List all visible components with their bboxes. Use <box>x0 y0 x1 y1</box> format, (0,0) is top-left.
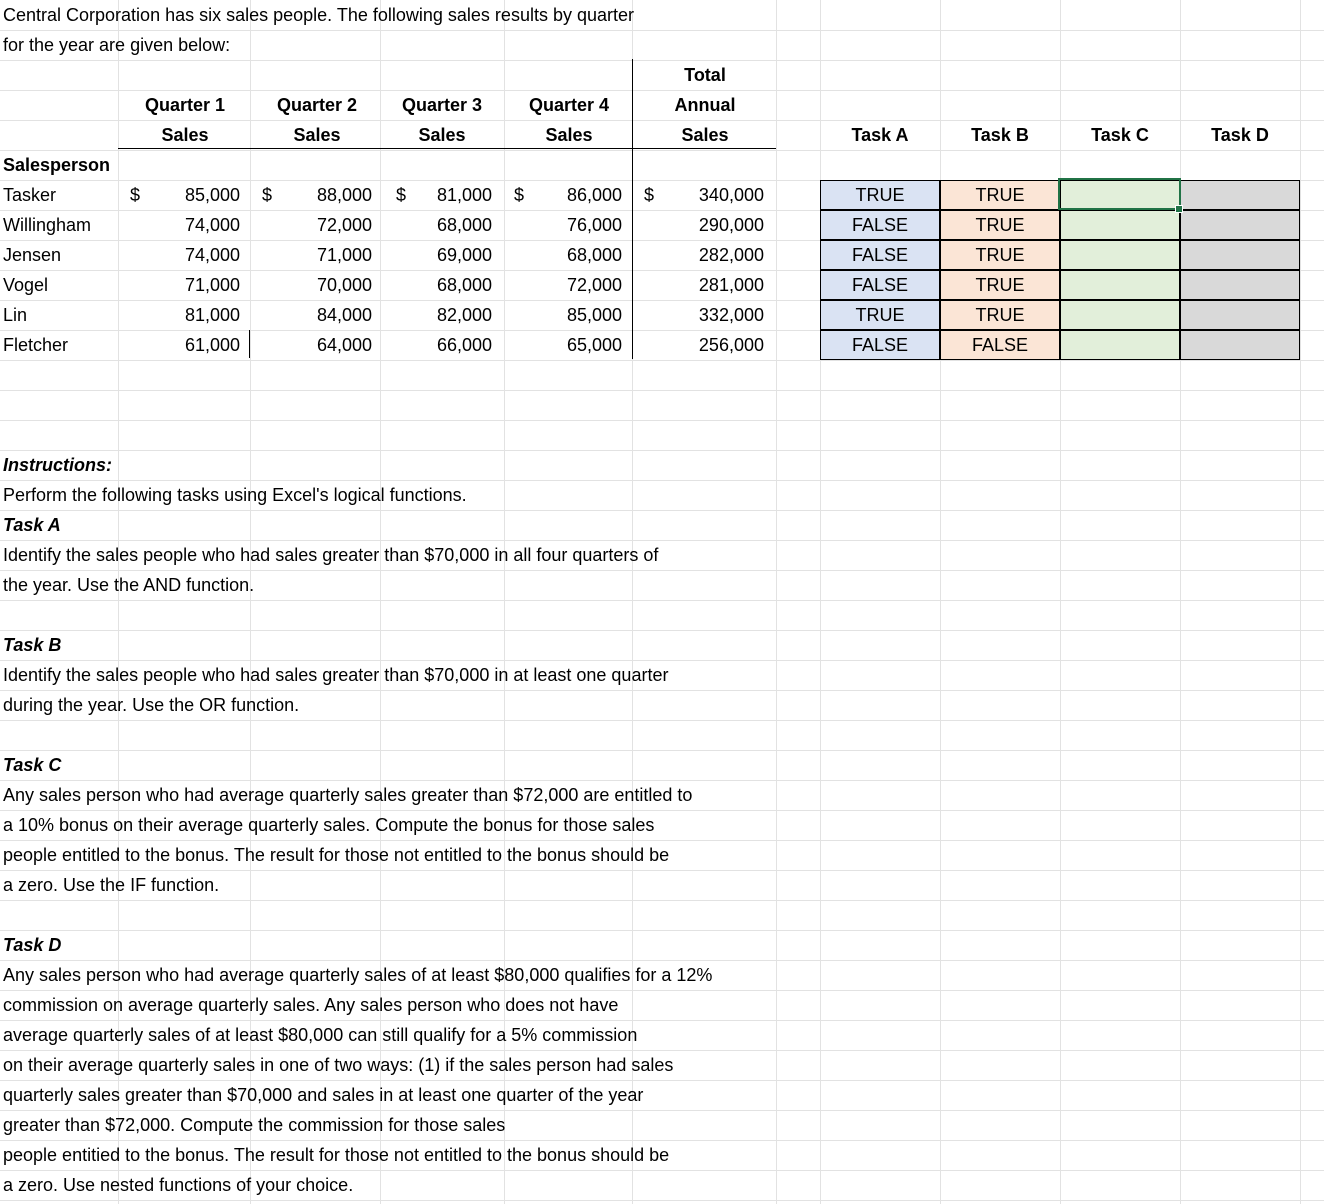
q3-sales-cell[interactable]: 81,000 <box>436 185 492 205</box>
fill-handle[interactable] <box>1175 205 1183 213</box>
q2-sales-cell[interactable]: 71,000 <box>316 245 372 265</box>
q3-sales-cell[interactable]: 66,000 <box>436 335 492 355</box>
task-c-column-cell[interactable] <box>1060 210 1180 240</box>
intro-line-2: for the year are given below: <box>3 35 231 55</box>
header-q4-line1: Quarter 4 <box>528 95 610 115</box>
task-d-line: greater than $72,000. Compute the commission for those sales <box>3 1115 506 1135</box>
total-sales-cell[interactable]: 340,000 <box>698 185 764 205</box>
task-d-column-cell[interactable] <box>1180 210 1300 240</box>
task-a-line: Identify the sales people who had sales greater than $70,000 in all four quarters of <box>3 545 659 565</box>
task-c-line: a 10% bonus on their average quarterly sales. Compute the bonus for those sales <box>3 815 655 835</box>
salesperson-name[interactable]: Jensen <box>3 245 62 265</box>
q2-sales-cell[interactable]: 72,000 <box>316 215 372 235</box>
task-c-line: people entitled to the bonus. The result for those not entitled to the bonus should be <box>3 845 670 865</box>
q1-sales-cell[interactable]: 81,000 <box>184 305 240 325</box>
q4-sales-cell[interactable]: 72,000 <box>566 275 622 295</box>
q4-sales-cell[interactable]: 86,000 <box>566 185 622 205</box>
task-b-title: Task B <box>3 635 62 655</box>
total-sales-cell[interactable]: 290,000 <box>698 215 764 235</box>
task-b-line: Identify the sales people who had sales greater than $70,000 in at least one quarter <box>3 665 669 685</box>
q4-sales-cell[interactable]: 76,000 <box>566 215 622 235</box>
task-a-title: Task A <box>3 515 61 535</box>
task-a-result[interactable]: TRUE <box>855 305 905 325</box>
q3-sales-cell[interactable]: 69,000 <box>436 245 492 265</box>
task-a-result[interactable]: FALSE <box>851 245 909 265</box>
currency-symbol[interactable]: $ <box>130 185 141 205</box>
task-d-column-cell[interactable] <box>1180 180 1300 210</box>
currency-symbol[interactable]: $ <box>644 185 655 205</box>
q2-sales-cell[interactable]: 64,000 <box>316 335 372 355</box>
task-d-line: on their average quarterly sales in one of two ways: (1) if the sales person had sales <box>3 1055 674 1075</box>
task-b-result[interactable]: TRUE <box>975 305 1025 325</box>
header-q2-line1: Quarter 2 <box>276 95 358 115</box>
q3-sales-cell[interactable]: 68,000 <box>436 275 492 295</box>
task-d-column-cell[interactable] <box>1180 270 1300 300</box>
task-d-column-cell[interactable] <box>1180 240 1300 270</box>
header-task-a: Task A <box>851 125 909 145</box>
task-b-result[interactable]: FALSE <box>971 335 1029 355</box>
q3-sales-cell[interactable]: 82,000 <box>436 305 492 325</box>
task-b-result[interactable]: TRUE <box>975 245 1025 265</box>
task-c-column-cell[interactable] <box>1060 270 1180 300</box>
header-salesperson: Salesperson <box>3 155 111 175</box>
total-sales-cell[interactable]: 332,000 <box>698 305 764 325</box>
task-c-column-cell[interactable] <box>1060 330 1180 360</box>
q4-sales-cell[interactable]: 65,000 <box>566 335 622 355</box>
q3-sales-cell[interactable]: 68,000 <box>436 215 492 235</box>
header-q3-line1: Quarter 3 <box>401 95 483 115</box>
task-a-result[interactable]: FALSE <box>851 275 909 295</box>
task-d-title: Task D <box>3 935 62 955</box>
currency-symbol[interactable]: $ <box>262 185 273 205</box>
task-a-result[interactable]: FALSE <box>851 335 909 355</box>
total-column-left-border <box>632 59 633 359</box>
salesperson-name[interactable]: Tasker <box>3 185 57 205</box>
q1-sales-cell[interactable]: 74,000 <box>184 245 240 265</box>
task-a-line: the year. Use the AND function. <box>3 575 255 595</box>
header-total-line3: Sales <box>681 125 729 145</box>
task-d-column-cell[interactable] <box>1180 300 1300 330</box>
q1-sales-cell[interactable]: 74,000 <box>184 215 240 235</box>
total-sales-cell[interactable]: 256,000 <box>698 335 764 355</box>
q1-fletcher-right-border <box>249 330 250 358</box>
salesperson-name[interactable]: Lin <box>3 305 28 325</box>
task-a-result[interactable]: TRUE <box>855 185 905 205</box>
header-total-line2: Annual <box>674 95 736 115</box>
q4-sales-cell[interactable]: 68,000 <box>566 245 622 265</box>
header-task-d: Task D <box>1211 125 1269 145</box>
currency-symbol[interactable]: $ <box>514 185 525 205</box>
total-sales-cell[interactable]: 281,000 <box>698 275 764 295</box>
q2-sales-cell[interactable]: 70,000 <box>316 275 372 295</box>
task-c-line: Any sales person who had average quarterly sales greater than $72,000 are entitled to <box>3 785 693 805</box>
currency-symbol[interactable]: $ <box>396 185 407 205</box>
task-c-column-cell[interactable] <box>1060 240 1180 270</box>
q2-sales-cell[interactable]: 88,000 <box>316 185 372 205</box>
task-b-line: during the year. Use the OR function. <box>3 695 300 715</box>
instructions-title: Instructions: <box>3 455 113 475</box>
task-b-result[interactable]: TRUE <box>975 275 1025 295</box>
q1-sales-cell[interactable]: 61,000 <box>184 335 240 355</box>
q1-sales-cell[interactable]: 71,000 <box>184 275 240 295</box>
header-underline <box>118 148 776 149</box>
total-sales-cell[interactable]: 282,000 <box>698 245 764 265</box>
task-b-result[interactable]: TRUE <box>975 185 1025 205</box>
task-d-line: quarterly sales greater than $70,000 and sales in at least one quarter of the year <box>3 1085 644 1105</box>
task-d-line: commission on average quarterly sales. Any sales person who does not have <box>3 995 619 1015</box>
header-q2-line2: Sales <box>293 125 341 145</box>
salesperson-name[interactable]: Vogel <box>3 275 49 295</box>
intro-line-1: Central Corporation has six sales people. The following sales results by quarter <box>3 5 634 25</box>
task-a-result[interactable]: FALSE <box>851 215 909 235</box>
task-d-line: people entitied to the bonus. The result for those not entitled to the bonus should be <box>3 1145 670 1165</box>
header-q4-line2: Sales <box>545 125 593 145</box>
header-total-line1: Total <box>684 65 726 85</box>
task-d-line: Any sales person who had average quarterly sales of at least $80,000 qualifies for a 12% <box>3 965 713 985</box>
task-c-line: a zero. Use the IF function. <box>3 875 220 895</box>
task-c-title: Task C <box>3 755 62 775</box>
selected-cell-task-c[interactable] <box>1058 178 1181 210</box>
header-q1-line2: Sales <box>161 125 209 145</box>
header-task-b: Task B <box>971 125 1029 145</box>
task-d-line: a zero. Use nested functions of your choice. <box>3 1175 354 1195</box>
task-b-result[interactable]: TRUE <box>975 215 1025 235</box>
q2-sales-cell[interactable]: 84,000 <box>316 305 372 325</box>
salesperson-name[interactable]: Willingham <box>3 215 92 235</box>
task-c-column-cell[interactable] <box>1060 300 1180 330</box>
task-d-column-cell[interactable] <box>1180 330 1300 360</box>
task-d-line: average quarterly sales of at least $80,000 can still qualify for a 5% commission <box>3 1025 638 1045</box>
header-q1-line1: Quarter 1 <box>144 95 226 115</box>
header-task-c: Task C <box>1091 125 1149 145</box>
q4-sales-cell[interactable]: 85,000 <box>566 305 622 325</box>
salesperson-name[interactable]: Fletcher <box>3 335 69 355</box>
instructions-intro: Perform the following tasks using Excel's logical functions. <box>3 485 467 505</box>
header-q3-line2: Sales <box>418 125 466 145</box>
q1-sales-cell[interactable]: 85,000 <box>184 185 240 205</box>
